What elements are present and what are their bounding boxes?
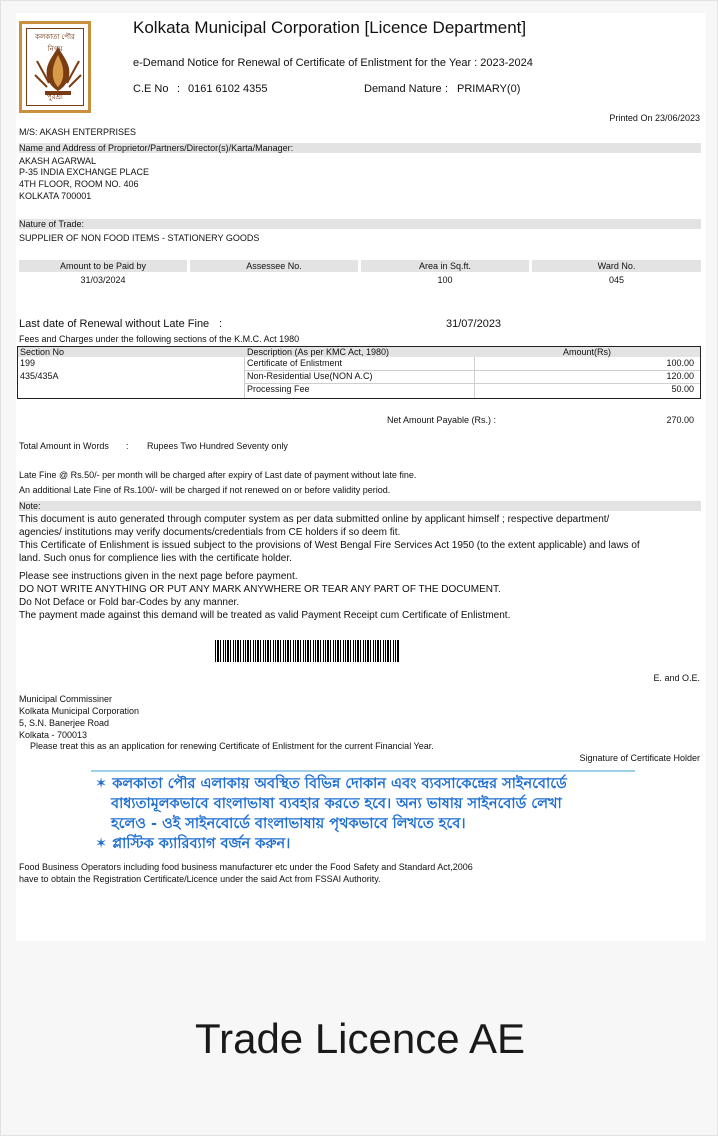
fees-amount: 50.00: [671, 384, 694, 394]
renewal-date: 31/07/2023: [446, 318, 502, 330]
renewal-colon: :: [219, 318, 223, 330]
kmc-seal-logo: [19, 21, 91, 113]
fees-table-header: [18, 347, 700, 357]
summary-header-amount-date: Amount to be Paid by: [19, 260, 187, 272]
fees-amount: 120.00: [666, 371, 694, 381]
renewal-request-text: Please treat this as an application for renewing Certificate of Enlistment for the current Financial Year.: [30, 741, 434, 751]
ce-number: 0161 6102 4355: [188, 83, 268, 95]
ce-label: C.E No: [133, 83, 169, 95]
words-label: Total Amount in Words: [19, 441, 109, 451]
note-heading: Note:: [19, 501, 701, 511]
demand-notice-document: [16, 13, 706, 941]
trade-heading: Nature of Trade:: [19, 219, 701, 229]
late-fine-line: An additional Late Fine of Rs.100/- will be charged if not renewed on or before validity period.: [19, 485, 391, 495]
demand-nature-colon: :: [445, 83, 449, 95]
fees-table: [17, 346, 701, 399]
note-line: DO NOT WRITE ANYTHING OR PUT ANY MARK ANYWHERE OR TEAR ANY PART OF THE DOCUMENT.: [19, 584, 501, 595]
fees-description: Certificate of Enlistment: [247, 358, 343, 368]
fees-row: [18, 370, 700, 383]
summary-ward: 045: [608, 275, 625, 285]
proprietor-heading: Name and Address of Proprietor/Partners/Director(s)/Karta/Manager:: [19, 143, 701, 153]
fees-section: 435/435A: [20, 371, 59, 381]
net-amount-value: 270.00: [666, 415, 694, 425]
proprietor-line: P-35 INDIA EXCHANGE PLACE: [19, 167, 150, 177]
fees-section: 199: [20, 358, 36, 368]
note-line: land. Such onus for complience lies with the certificate holder.: [19, 553, 292, 564]
printed-on-date: Printed On 23/06/2023: [609, 113, 700, 123]
note-line: agencies/ institutions may verify documents/credentials from CE holders if so deem fit.: [19, 527, 401, 538]
summary-header-assessee: Assessee No.: [190, 260, 358, 272]
fees-header-description: Description (As per KMC Act, 1980): [247, 347, 390, 357]
note-line: Do Not Deface or Fold bar-Codes by any manner.: [19, 597, 240, 608]
note-line: The payment made against this demand will be treated as valid Payment Receipt cum Certificate of Enlistment.: [19, 610, 511, 621]
renewal-label: Last date of Renewal without Late Fine: [19, 318, 210, 330]
page-title: Kolkata Municipal Corporation [Licence Department]: [133, 18, 527, 37]
proprietor-line: AKASH AGARWAL: [19, 156, 97, 166]
commissioner-line: Kolkata Municipal Corporation: [19, 706, 140, 716]
summary-area: 100: [437, 275, 453, 285]
summary-amount-date: 31/03/2024: [80, 275, 126, 285]
demand-nature-value: PRIMARY(0): [457, 83, 521, 95]
bengali-notice-line: বাধ্যতামূলকভাবে বাংলাভাষা ব্যবহার করতে হবে। অন্য ভাষায় সাইনবোর্ড লেখা: [111, 796, 562, 812]
firm-name: M/S: AKASH ENTERPRISES: [19, 127, 137, 137]
fees-amount: 100.00: [666, 358, 694, 368]
notice-subtitle: e-Demand Notice for Renewal of Certificate of Enlistment for the Year : 2023-2024: [133, 57, 533, 69]
late-fine-line: Late Fine @ Rs.50/- per month will be charged after expiry of Last date of payment without late fine.: [19, 470, 417, 480]
proprietor-line: 4TH FLOOR, ROOM NO. 406: [19, 179, 139, 189]
ce-colon: :: [177, 83, 181, 95]
bengali-notice-line: ✶ কলকাতা পৌর এলাকায় অবস্থিত বিভিন্ন দোকান এবং ব্যবসাকেন্দ্রের সাইনবোর্ডে: [95, 776, 567, 792]
seal-bottom-text: পুরশ্রী: [47, 94, 63, 101]
image-caption: Trade Licence AE: [195, 1015, 525, 1062]
words-value: Rupees Two Hundred Seventy only: [147, 441, 288, 451]
net-amount-label: Net Amount Payable (Rs.) :: [387, 415, 497, 425]
commissioner-line: Kolkata - 700013: [19, 730, 88, 740]
bengali-notice-line: হলেও - ওই সাইনবোর্ডে বাংলাভাষায় পৃথকভাবে লিখতে হবে।: [111, 816, 466, 832]
trade-value: SUPPLIER OF NON FOOD ITEMS - STATIONERY GOODS: [19, 233, 260, 243]
eoe-text: E. and O.E.: [653, 673, 700, 683]
demand-nature-label: Demand Nature: [364, 83, 442, 95]
summary-header-ward: Ward No.: [532, 260, 701, 272]
note-line: This Certificate of Enlishment is issued subject to the provisions of West Bengal Fire Services Act 1950 (to the extent applicable) and laws of: [19, 540, 640, 551]
fssai-line: have to obtain the Registration Certificate/Licence under the said Act from FSSAI Authority.: [19, 874, 381, 884]
commissioner-line: 5, S.N. Banerjee Road: [19, 718, 110, 728]
note-line: This document is auto generated through computer system as per data submitted online by applicant himself ; respective department/: [19, 514, 610, 525]
fees-description: Non-Residential Use(NON A.C): [247, 371, 373, 381]
fees-row: [18, 383, 700, 396]
proprietor-line: KOLKATA 700001: [19, 191, 92, 201]
fees-header-section: Section No: [20, 347, 65, 357]
bengali-notice-line: ✶ প্লাস্টিক ক্যারিব্যাগ বর্জন করুন।: [95, 836, 291, 852]
payment-barcode: [215, 640, 400, 662]
signature-label: Signature of Certificate Holder: [579, 753, 700, 763]
fees-row: [18, 357, 700, 370]
fees-intro: Fees and Charges under the following sections of the K.M.C. Act 1980: [19, 334, 300, 344]
bengali-signboard-notice: [91, 770, 635, 854]
fees-description: Processing Fee: [247, 384, 310, 394]
fssai-line: Food Business Operators including food business manufacturer etc under the Food Safety and Standard Act,2006: [19, 862, 473, 872]
note-line: Please see instructions given in the next page before payment.: [19, 571, 298, 582]
fees-header-amount: Amount(Rs): [563, 347, 612, 357]
summary-header-area: Area in Sq.ft.: [361, 260, 529, 272]
words-colon: :: [126, 441, 129, 451]
commissioner-line: Municipal Commissiner: [19, 694, 113, 704]
seal-top-text: কলকাতা পৌর নিগম: [35, 34, 75, 53]
